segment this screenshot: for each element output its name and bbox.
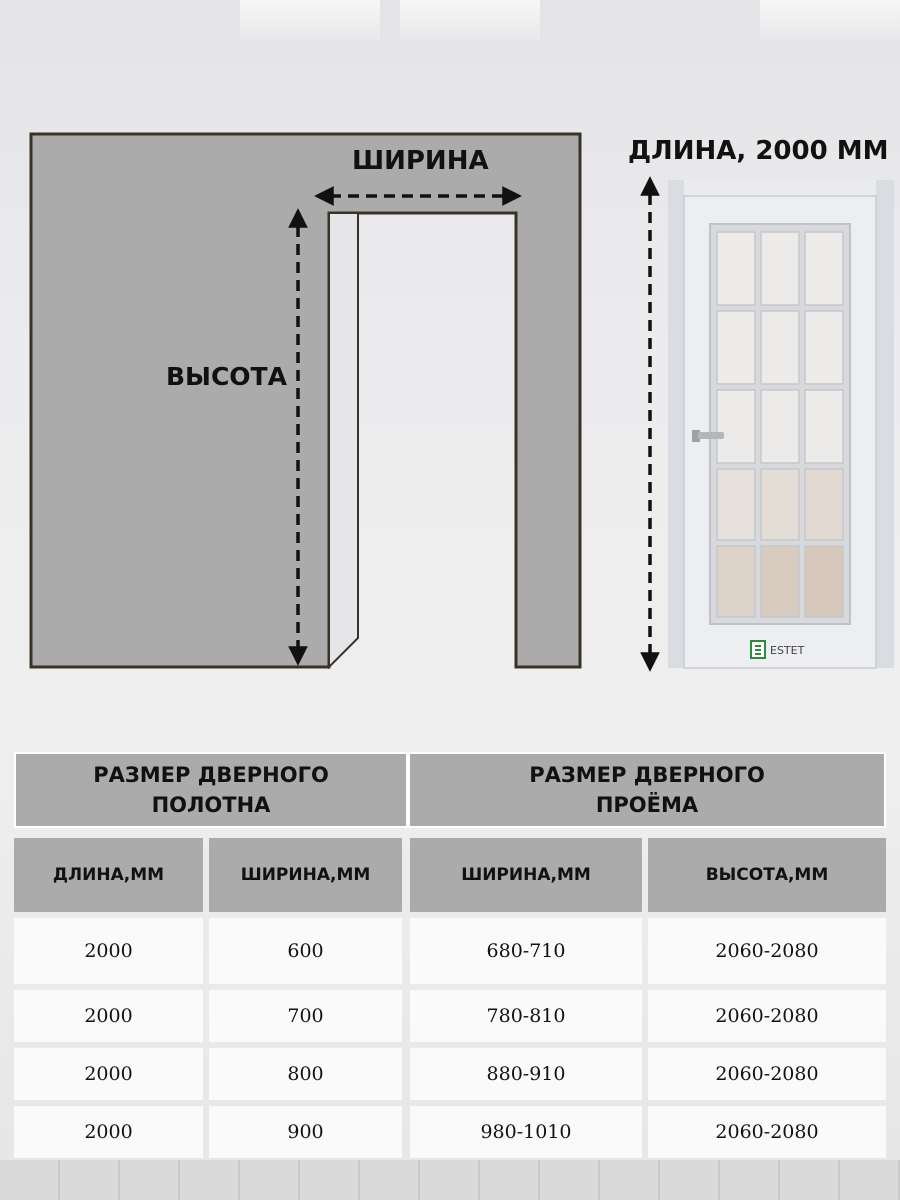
door-handle xyxy=(698,432,724,439)
table-cell: 2060-2080 xyxy=(648,1048,886,1100)
column-header: ШИРИНА,ММ xyxy=(410,838,642,912)
jamb-depth xyxy=(329,213,358,667)
table-cell: 2060-2080 xyxy=(648,990,886,1042)
door-image xyxy=(668,180,894,668)
door-brand-text: ESTET xyxy=(770,644,805,657)
column-header: ШИРИНА,ММ xyxy=(209,838,402,912)
table-cell: 2060-2080 xyxy=(648,918,886,984)
table-cell: 2000 xyxy=(14,1048,203,1100)
table-group-header-opening: РАЗМЕР ДВЕРНОГО ПРОЁМА xyxy=(408,752,886,828)
width-label: ШИРИНА xyxy=(352,146,489,176)
table-cell: 980-1010 xyxy=(410,1106,642,1158)
wall-opening xyxy=(31,134,580,667)
height-label: ВЫСОТА xyxy=(166,362,287,391)
table-cell: 2000 xyxy=(14,990,203,1042)
table-cell: 2060-2080 xyxy=(648,1106,886,1158)
length-arrow xyxy=(643,180,657,668)
table-cell: 880-910 xyxy=(410,1048,642,1100)
column-header: ВЫСОТА,ММ xyxy=(648,838,886,912)
table-cell: 680-710 xyxy=(410,918,642,984)
table-group-header-leaf: РАЗМЕР ДВЕРНОГО ПОЛОТНА xyxy=(14,752,408,828)
length-label: ДЛИНА, 2000 ММ xyxy=(628,136,889,166)
table-cell: 800 xyxy=(209,1048,402,1100)
table-cell: 600 xyxy=(209,918,402,984)
table-cell: 2000 xyxy=(14,1106,203,1158)
column-header: ДЛИНА,ММ xyxy=(14,838,203,912)
table-cell: 2000 xyxy=(14,918,203,984)
table-cell: 780-810 xyxy=(410,990,642,1042)
table-cell: 700 xyxy=(209,990,402,1042)
floor xyxy=(0,1160,900,1200)
table-cell: 900 xyxy=(209,1106,402,1158)
